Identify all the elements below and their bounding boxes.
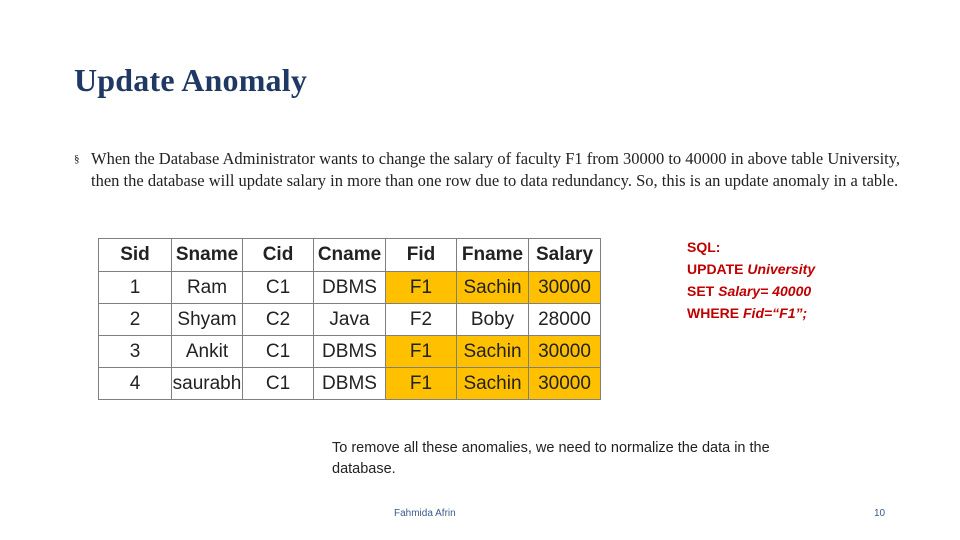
bullet-square-icon: § [74, 153, 80, 165]
cell-salary: 30000 [529, 336, 601, 368]
header-sid: Sid [99, 239, 172, 272]
cell-fname: Sachin [457, 368, 529, 400]
sql-update-line [687, 258, 815, 280]
cell-sid: 2 [99, 304, 172, 336]
table-row [99, 272, 601, 304]
sql-keyword: UPDATE [687, 261, 748, 277]
cell-sname: Shyam [172, 304, 243, 336]
bullet-text: When the Database Administrator wants to change the salary of faculty F1 from 30000 to 40000 in above table University, then the database will update salary in more than one row due to data redundancy. So, this is an update anomaly in a table. [91, 149, 901, 190]
header-cname: Cname [314, 239, 386, 272]
cell-cid: C1 [243, 336, 314, 368]
sql-where-line [687, 302, 815, 324]
cell-sname: Ram [172, 272, 243, 304]
sql-set-expr: Salary= 40000 [718, 283, 812, 299]
cell-sid: 3 [99, 336, 172, 368]
header-sname: Sname [172, 239, 243, 272]
cell-salary: 30000 [529, 368, 601, 400]
cell-cname: Java [314, 304, 386, 336]
cell-cid: C1 [243, 272, 314, 304]
cell-cid: C2 [243, 304, 314, 336]
header-cid: Cid [243, 239, 314, 272]
university-table [98, 238, 601, 400]
sql-snippet [687, 236, 815, 324]
cell-sname: Ankit [172, 336, 243, 368]
sql-set-line [687, 280, 815, 302]
cell-cid: C1 [243, 368, 314, 400]
table-row [99, 336, 601, 368]
header-fid: Fid [386, 239, 457, 272]
sql-label: SQL: [687, 239, 721, 255]
normalization-note: To remove all these anomalies, we need to normalize the data in the database. [332, 440, 770, 477]
table-row [99, 368, 601, 400]
sql-where-expr: Fid=“F1”; [743, 305, 808, 321]
sql-keyword: SET [687, 283, 719, 299]
cell-fid: F1 [386, 368, 457, 400]
table-row [99, 304, 601, 336]
header-salary: Salary [529, 239, 601, 272]
cell-salary: 28000 [529, 304, 601, 336]
cell-fid: F1 [386, 272, 457, 304]
bullet-paragraph [74, 148, 904, 192]
cell-cname: DBMS [314, 272, 386, 304]
sql-keyword: WHERE [687, 305, 743, 321]
sql-table-name: University [747, 261, 816, 277]
cell-fid: F1 [386, 336, 457, 368]
cell-cname: DBMS [314, 368, 386, 400]
footer-author: Fahmida Afrin [394, 508, 456, 519]
cell-salary: 30000 [529, 272, 601, 304]
cell-fname: Sachin [457, 336, 529, 368]
cell-sid: 1 [99, 272, 172, 304]
page-number: 10 [874, 508, 886, 519]
table-header-row [99, 239, 601, 272]
cell-fname: Boby [457, 304, 529, 336]
cell-cname: DBMS [314, 336, 386, 368]
cell-fname: Sachin [457, 272, 529, 304]
slide-title: Update Anomaly [74, 62, 308, 98]
cell-sid: 4 [99, 368, 172, 400]
header-fname: Fname [457, 239, 529, 272]
cell-fid: F2 [386, 304, 457, 336]
cell-sname: saurabh [172, 368, 243, 400]
